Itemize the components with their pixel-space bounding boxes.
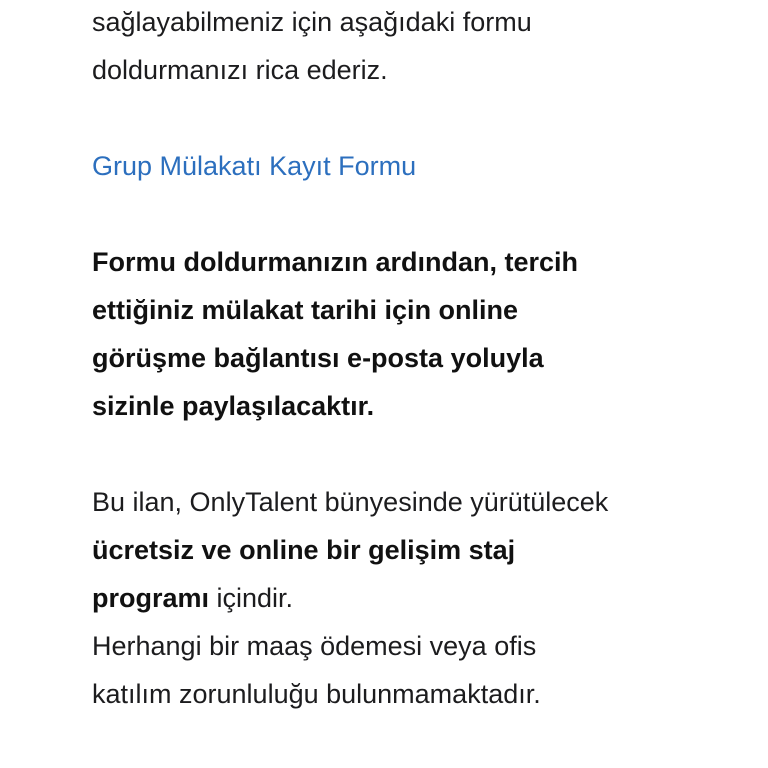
program-line-1: Bu ilan, OnlyTalent bünyesinde yürütülecek [92,487,609,517]
notice-line-3: görüşme bağlantısı e-posta yoluyla [92,343,544,373]
program-line-2: ücretsiz ve online bir gelişim staj [92,535,516,565]
intro-line-2: doldurmanızı rica ederiz. [92,55,388,85]
notice-line-1: Formu doldurmanızın ardından, tercih [92,247,579,277]
program-line-3-bold: programı [92,583,210,613]
notice-line-2: ettiğiniz mülakat tarihi için online [92,295,519,325]
program-line-4: Herhangi bir maaş ödemesi veya ofis [92,631,537,661]
form-link[interactable]: Grup Mülakatı Kayıt Formu [92,151,417,181]
paragraph-gap [92,430,752,478]
program-line-3 [92,574,752,622]
form-link-line [92,142,752,190]
program-line-5: katılım zorunluluğu bulunmamaktadır. [92,679,541,709]
paragraph-gap [92,190,752,238]
intro-line-1: sağlayabilmeniz için aşağıdaki formu [92,7,532,37]
program-line-3-rest: içindir. [209,583,294,613]
paragraph-gap [92,94,752,142]
message-body [92,0,752,718]
notice-line-4: sizinle paylaşılacaktır. [92,391,375,421]
